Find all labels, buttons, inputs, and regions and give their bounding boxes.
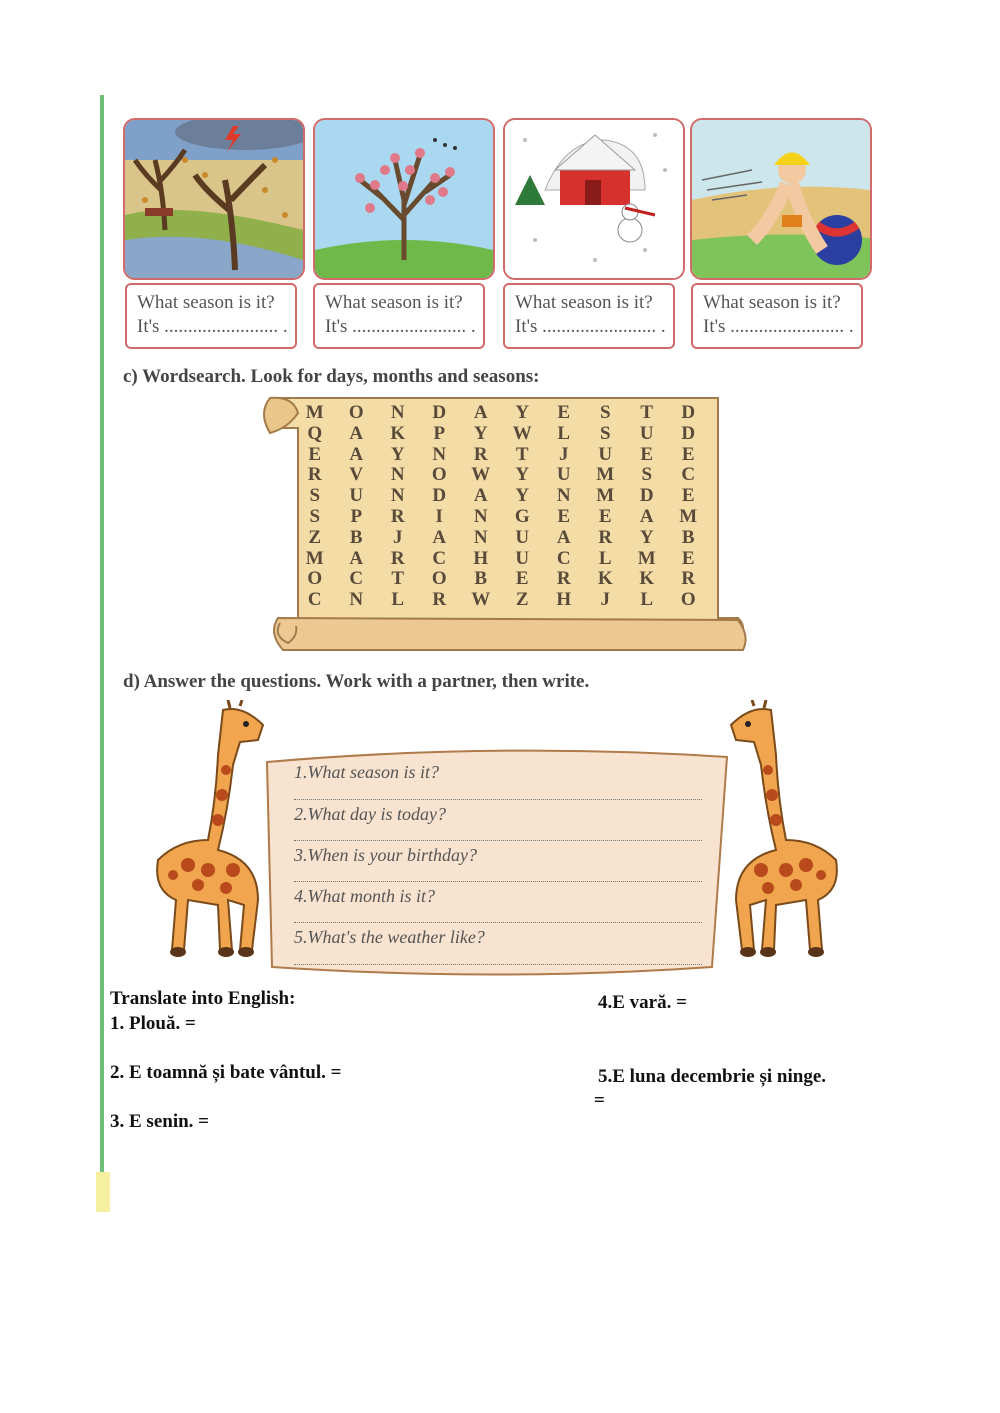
season-answer-line[interactable]: It's ........................ .: [325, 316, 476, 337]
grid-letter[interactable]: L: [640, 589, 654, 611]
grid-letter[interactable]: A: [349, 443, 364, 465]
grid-letter[interactable]: H: [556, 589, 572, 611]
question-2: 2.What day is today?: [294, 804, 446, 824]
grid-letter[interactable]: E: [557, 505, 571, 527]
grid-letter[interactable]: M: [679, 505, 698, 527]
grid-letter[interactable]: R: [432, 589, 447, 611]
season-answer-line[interactable]: It's ........................ .: [515, 316, 666, 337]
question-3: 3.When is your birthday?: [294, 845, 477, 865]
winter-picture: [503, 118, 685, 280]
grid-letter[interactable]: U: [556, 464, 571, 486]
grid-letter[interactable]: N: [473, 505, 488, 527]
grid-letter[interactable]: A: [473, 402, 488, 423]
grid-letter[interactable]: U: [598, 443, 613, 465]
grid-letter[interactable]: U: [515, 526, 530, 548]
highlight-mark: [96, 1172, 110, 1212]
grid-letter[interactable]: A: [349, 547, 364, 569]
season-question-box-3: [503, 283, 675, 349]
grid-row: [294, 549, 714, 570]
season-question-box-1: [125, 283, 297, 349]
season-answer-line[interactable]: It's ........................ .: [137, 316, 288, 337]
grid-letter[interactable]: O: [680, 589, 696, 611]
grid-letter[interactable]: D: [432, 485, 447, 507]
grid-row: [294, 569, 714, 590]
grid-letter[interactable]: A: [349, 422, 364, 444]
grid-letter[interactable]: E: [557, 402, 571, 423]
season-question: What season is it?: [703, 292, 841, 313]
grid-letter[interactable]: B: [349, 526, 363, 548]
grid-letter[interactable]: N: [390, 464, 405, 486]
summer-picture: [690, 118, 872, 280]
grid-row: [294, 590, 714, 611]
grid-row: [294, 465, 714, 486]
grid-letter[interactable]: S: [599, 422, 611, 444]
question-1: 1.What season is it?: [294, 762, 440, 782]
grid-letter[interactable]: C: [432, 547, 447, 569]
grid-letter[interactable]: W: [512, 422, 532, 444]
grid-letter[interactable]: M: [637, 547, 656, 569]
grid-letter[interactable]: Y: [639, 526, 654, 548]
grid-letter[interactable]: A: [639, 505, 654, 527]
grid-letter[interactable]: Z: [308, 526, 322, 548]
grid-letter[interactable]: P: [350, 505, 363, 527]
answer-line-3[interactable]: [294, 881, 702, 882]
season-question-box-4: [691, 283, 863, 349]
grid-letter[interactable]: E: [681, 547, 695, 569]
question-5: 5.What's the weather like?: [294, 927, 485, 947]
grid-letter[interactable]: U: [639, 422, 654, 444]
grid-letter[interactable]: H: [473, 547, 489, 569]
question-4: 4.What month is it?: [294, 886, 436, 906]
giraffe-left-illustration: [148, 700, 278, 962]
wordsearch-heading: c) Wordsearch. Look for days, months and seasons:: [123, 366, 540, 387]
grid-letter[interactable]: D: [681, 402, 696, 423]
grid-letter[interactable]: N: [556, 485, 571, 507]
season-question: What season is it?: [515, 292, 653, 313]
grid-letter[interactable]: R: [390, 547, 405, 569]
grid-letter[interactable]: K: [597, 568, 613, 590]
translate-item-1: 1. Plouă. =: [110, 1013, 196, 1034]
grid-letter[interactable]: L: [598, 547, 612, 569]
answer-line-1[interactable]: [294, 799, 702, 800]
grid-letter[interactable]: G: [514, 505, 530, 527]
grid-letter[interactable]: T: [391, 568, 405, 590]
grid-letter[interactable]: L: [391, 589, 405, 611]
grid-letter[interactable]: E: [640, 443, 654, 465]
grid-row: [294, 424, 714, 445]
grid-letter[interactable]: N: [349, 589, 364, 611]
grid-letter[interactable]: Y: [515, 464, 530, 486]
autumn-picture: [123, 118, 305, 280]
grid-letter[interactable]: L: [557, 422, 571, 444]
answer-line-2[interactable]: [294, 840, 702, 841]
grid-letter[interactable]: Y: [473, 422, 488, 444]
grid-letter[interactable]: E: [515, 568, 529, 590]
grid-row: [294, 486, 714, 507]
grid-letter[interactable]: R: [598, 526, 613, 548]
grid-letter[interactable]: W: [471, 464, 491, 486]
grid-letter[interactable]: R: [681, 568, 696, 590]
grid-letter[interactable]: E: [681, 443, 695, 465]
grid-letter[interactable]: Y: [390, 443, 405, 465]
grid-letter[interactable]: Y: [515, 485, 530, 507]
grid-row: [294, 445, 714, 466]
grid-letter[interactable]: C: [556, 547, 571, 569]
grid-letter[interactable]: A: [556, 526, 571, 548]
grid-letter[interactable]: U: [515, 547, 530, 569]
grid-letter[interactable]: A: [432, 526, 447, 548]
grid-letter[interactable]: S: [309, 505, 321, 527]
grid-letter[interactable]: N: [390, 485, 405, 507]
grid-letter[interactable]: W: [471, 589, 491, 611]
season-answer-line[interactable]: It's ........................ .: [703, 316, 854, 337]
translate-item-4: 4.E vară. =: [598, 992, 687, 1013]
grid-letter[interactable]: S: [599, 402, 611, 423]
grid-letter[interactable]: R: [473, 443, 488, 465]
translate-item-5: 5.E luna decembrie și ninge.: [598, 1066, 827, 1087]
grid-letter[interactable]: B: [681, 526, 695, 548]
grid-letter[interactable]: Y: [515, 402, 530, 423]
grid-letter[interactable]: R: [390, 505, 405, 527]
grid-letter[interactable]: N: [473, 526, 488, 548]
answer-line-4[interactable]: [294, 922, 702, 923]
grid-letter[interactable]: R: [307, 464, 322, 486]
grid-letter[interactable]: J: [393, 526, 403, 548]
spring-picture: [313, 118, 495, 280]
grid-letter[interactable]: V: [349, 464, 364, 486]
grid-letter[interactable]: M: [596, 464, 615, 486]
grid-letter[interactable]: O: [431, 464, 447, 486]
grid-letter[interactable]: Z: [515, 589, 529, 611]
grid-row: [294, 507, 714, 528]
grid-letter[interactable]: U: [349, 485, 364, 507]
season-question-box-2: [313, 283, 485, 349]
grid-letter[interactable]: C: [307, 589, 322, 611]
grid-letter[interactable]: J: [559, 443, 569, 465]
wordsearch-grid: [294, 403, 714, 611]
grid-letter[interactable]: O: [307, 568, 323, 590]
grid-letter[interactable]: B: [474, 568, 488, 590]
grid-letter[interactable]: E: [681, 485, 695, 507]
season-question: What season is it?: [137, 292, 275, 313]
margin-line: [100, 95, 104, 1210]
giraffe-right-illustration: [716, 700, 846, 962]
grid-letter[interactable]: A: [473, 485, 488, 507]
grid-letter[interactable]: T: [640, 402, 654, 423]
grid-letter[interactable]: D: [681, 422, 696, 444]
grid-letter[interactable]: D: [432, 402, 447, 423]
translate-item-3: 3. E senin. =: [110, 1111, 209, 1132]
grid-letter[interactable]: T: [515, 443, 529, 465]
grid-letter[interactable]: M: [305, 547, 324, 569]
grid-letter[interactable]: S: [309, 485, 321, 507]
grid-letter[interactable]: Q: [307, 422, 323, 444]
season-question: What season is it?: [325, 292, 463, 313]
grid-letter[interactable]: I: [435, 505, 443, 527]
questions-heading: d) Answer the questions. Work with a partner, then write.: [123, 671, 590, 692]
translate-heading: Translate into English:: [110, 988, 296, 1009]
grid-letter[interactable]: C: [349, 568, 364, 590]
grid-letter[interactable]: N: [390, 402, 405, 423]
answer-line-5[interactable]: [294, 964, 702, 965]
translate-item-2: 2. E toamnă și bate vântul. =: [110, 1062, 342, 1083]
grid-letter[interactable]: M: [305, 402, 324, 423]
grid-letter[interactable]: O: [348, 402, 364, 423]
grid-row: [294, 528, 714, 549]
grid-letter[interactable]: P: [433, 422, 446, 444]
translate-item-5-equals: =: [594, 1090, 605, 1111]
grid-letter[interactable]: E: [598, 505, 612, 527]
grid-row: [294, 403, 714, 424]
grid-letter[interactable]: E: [308, 443, 322, 465]
grid-letter[interactable]: K: [390, 422, 406, 444]
grid-letter[interactable]: R: [556, 568, 571, 590]
grid-letter[interactable]: N: [432, 443, 447, 465]
grid-letter[interactable]: K: [639, 568, 655, 590]
grid-letter[interactable]: O: [431, 568, 447, 590]
grid-letter[interactable]: S: [641, 464, 653, 486]
grid-letter[interactable]: D: [639, 485, 654, 507]
grid-letter[interactable]: C: [681, 464, 696, 486]
grid-letter[interactable]: M: [596, 485, 615, 507]
grid-letter[interactable]: J: [600, 589, 610, 611]
